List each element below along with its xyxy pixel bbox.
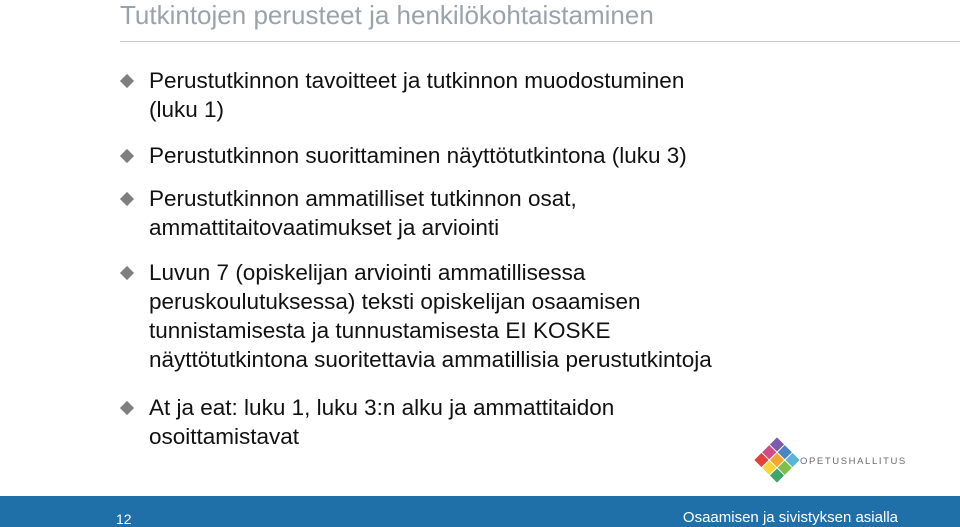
logo-wordmark: OPETUSHALLITUS [800,456,907,467]
diamond-bullet-icon [120,149,134,163]
footer-tagline: Osaamisen ja sivistyksen asialla [682,509,898,526]
opetushallitus-logo-icon [752,434,802,486]
bullet-text: Luvun 7 (opiskelijan arviointi ammatillisessa peruskoulutuksessa) teksti opiskelijan osaamisen tunnistamisesta ja tunnustamisesta EI KOSKE näyttötutkintona suoritettavia ammatillisia perustutkintoja [149,260,712,372]
slide-title: Tutkintojen perusteet ja henkilökohtaistaminen [120,0,654,30]
diamond-bullet-icon [120,192,134,206]
bullet-text: Perustutkinnon suorittaminen näyttötutkintona (luku 3) [149,143,687,168]
bullet-text: Perustutkinnon tavoitteet ja tutkinnon muodostuminen (luku 1) [149,68,685,122]
title-divider [120,41,960,42]
diamond-bullet-icon [120,74,134,88]
bullet-text: At ja eat: luku 1, luku 3:n alku ja ammattitaidon osoittamistavat [149,395,615,449]
diamond-bullet-icon [120,401,134,415]
page-number: 12 [116,511,132,527]
diamond-bullet-icon [120,266,134,280]
bullet-text: Perustutkinnon ammatilliset tutkinnon osat, ammattitaitovaatimukset ja arviointi [149,186,577,240]
